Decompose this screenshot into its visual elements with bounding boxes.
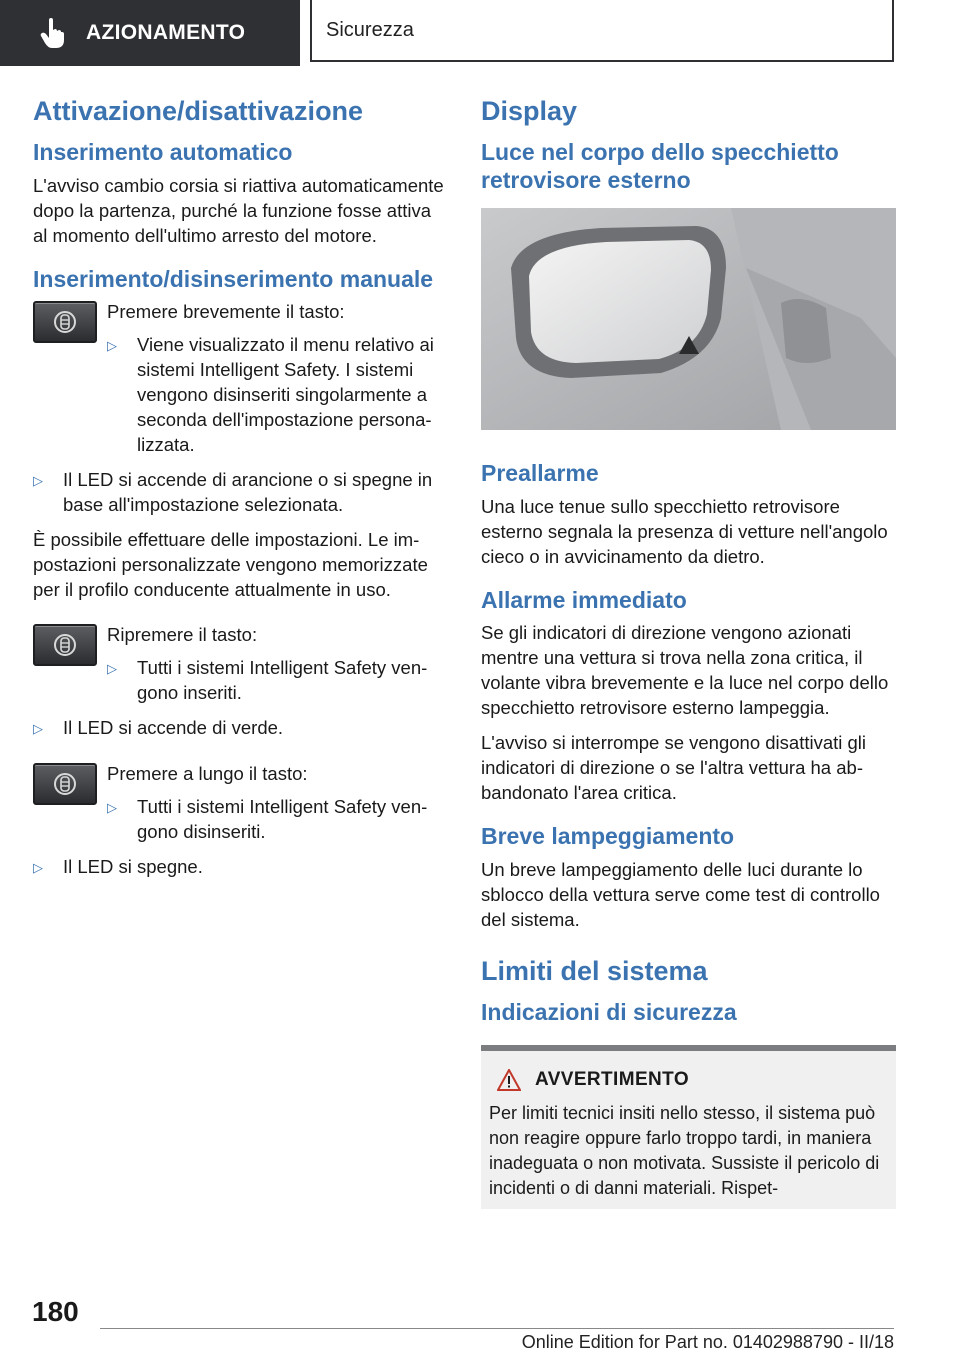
brief-flash-text: Un breve lampeggiamento delle luci durante lo sblocco della vettura serve come test di controllo del sistema.	[481, 859, 880, 931]
intelligent-safety-icon	[53, 771, 77, 797]
prewarning-text: Una luce tenue sullo specchietto retrovisore esterno segnala la presenza di vetture nell'angolo cieco o in avvicinamento da dietro.	[481, 495, 888, 567]
side-mirror-illustration	[481, 208, 896, 430]
immediate-warning-heading: Allarme immediato	[481, 586, 687, 613]
activation-title: Attivazione/disattivazione	[33, 96, 364, 126]
chapter-label: Sicurezza	[326, 18, 414, 41]
step2-bullet: Tutti i sistemi Intelligent Safety vengono inseriti.	[137, 657, 428, 704]
warning-box	[481, 1045, 896, 1209]
list-item	[33, 715, 448, 741]
step1-text: Premere brevemente il tasto:	[107, 301, 345, 323]
chapter-tab	[310, 0, 894, 62]
settings-text: È possibile effettuare delle impostazioni. Le impostazioni personalizzate vengono memorizzate per il profilo conducente attualmente in uso.	[33, 529, 428, 601]
light-heading: Luce nel corpo dello specchietto retrovisore esterno	[481, 139, 839, 193]
step1-bullet2: Il LED si accende di arancione o si spegne in base all'impostazione selezionata.	[63, 469, 433, 516]
step2-bullet2: Il LED si accende di verde.	[63, 717, 284, 739]
safety-info-heading: Indicazioni di sicurezza	[481, 999, 737, 1026]
footer-divider	[100, 1328, 894, 1329]
safety-button-image	[33, 763, 97, 805]
display-title: Display	[481, 96, 578, 126]
auto-heading: Inserimento automatico	[33, 139, 293, 166]
immediate-warning-text1: Se gli indicatori di direzione vengono azionati mentre una vettura si trova nella zona critica, il volante vibra brevemente e la luce nel corpo dello specchietto retrovisore esterno lampeggia.	[481, 622, 889, 719]
safety-button-image	[33, 301, 97, 343]
step3-text: Premere a lungo il tasto:	[107, 763, 308, 785]
section-tab	[0, 0, 300, 66]
page-header	[0, 0, 960, 66]
list-item	[107, 655, 448, 705]
list-item	[107, 794, 448, 844]
intelligent-safety-icon	[53, 309, 77, 335]
list-item	[107, 332, 448, 457]
system-limits-title: Limiti del sistema	[481, 956, 708, 987]
step-press-again	[33, 622, 448, 715]
step1-bullet: Viene visualizzato il menu relativo ai sistemi Intelligent Safety. I sistemi vengono disinseriti singolarmente a seconda dell'impostazione personalizzata.	[137, 334, 434, 456]
manual-heading: Inserimento/disinserimento manuale	[33, 265, 434, 292]
immediate-warning-text2: L'avviso si interrompe se vengono disattivati gli indicatori di direzione o se l'altra vettura ha abbandonato l'area critica.	[481, 732, 867, 804]
warning-triangle-icon	[497, 1069, 521, 1091]
right-column	[481, 96, 896, 1209]
step2-text: Ripremere il tasto:	[107, 624, 258, 646]
section-label: AZIONAMENTO	[86, 21, 246, 44]
step-long-press	[33, 761, 448, 854]
auto-text: L'avviso cambio corsia si riattiva automaticamente dopo la partenza, purché la funzione fosse attiva al momento dell'ultimo arresto del motore.	[33, 174, 444, 246]
triangle-bullet-icon: ▷	[33, 721, 43, 737]
prewarning-heading: Preallarme	[481, 460, 599, 487]
safety-button-image	[33, 624, 97, 666]
step-short-press	[33, 299, 448, 467]
left-column	[33, 96, 448, 890]
hand-pointer-icon	[40, 18, 66, 48]
page-number: 180	[32, 1296, 79, 1327]
warning-title: AVVERTIMENTO	[535, 1068, 689, 1090]
warning-text: Per limiti tecnici insiti nello stesso, il sistema può non reagire oppure farlo troppo tardi, in maniera inadeguata o non motivata. Sussiste il pericolo di incidenti o di danni materiali. Rispet-	[489, 1102, 880, 1198]
edition-text: Online Edition for Part no. 01402988790 - II/18	[521, 1332, 894, 1352]
step3-bullet2: Il LED si spegne.	[63, 856, 203, 878]
triangle-bullet-icon: ▷	[33, 860, 43, 876]
intelligent-safety-icon	[53, 632, 77, 658]
step3-bullet: Tutti i sistemi Intelligent Safety vengono disinseriti.	[137, 796, 428, 843]
triangle-bullet-icon: ▷	[107, 661, 117, 677]
triangle-bullet-icon: ▷	[107, 338, 117, 354]
list-item	[33, 467, 448, 517]
list-item	[33, 854, 448, 880]
triangle-bullet-icon: ▷	[33, 473, 43, 489]
brief-flash-heading: Breve lampeggiamento	[481, 823, 735, 850]
triangle-bullet-icon: ▷	[107, 800, 117, 816]
